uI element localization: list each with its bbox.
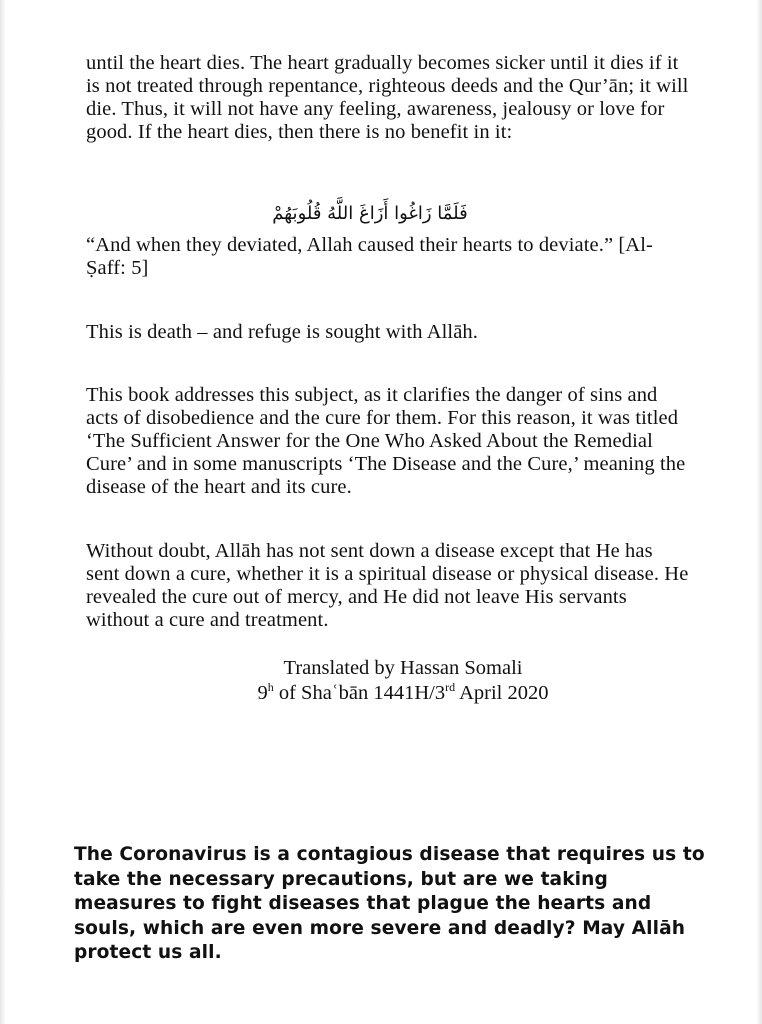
translator-credit <box>86 656 690 706</box>
arabic-verse: فَلَمَّا زَاغُوا أَزَاغَ اللَّهُ قُلُوبَهُمْ <box>272 203 468 224</box>
page-left-edge <box>0 0 6 1024</box>
paragraph-heart-dies: until the heart dies. The heart gradually becomes sicker until it dies if it is not treated through repentance, righteous deeds and the Qur’ān; it will die. Thus, it will not have any feeling, awareness, jealousy or love for good. If the heart dies, then there is no benefit in it: <box>86 52 689 143</box>
translation-date <box>116 681 690 706</box>
paragraph-death: This is death – and refuge is sought with Allāh. <box>86 321 478 343</box>
verse-translation: “And when they deviated, Allah caused their hearts to deviate.” [Al-Ṣaff: 5] <box>86 234 653 279</box>
translator-line: Translated by Hassan Somali <box>283 657 523 679</box>
date-day-suffix: h <box>267 680 274 695</box>
date-day: 9 <box>257 682 268 704</box>
closing-remark: The Coronavirus is a contagious disease that requires us to take the necessary precautions, but are we taking measures to fight diseases that plague the hearts and souls, which are even more severe and deadly? May Allāh protect us all. <box>74 844 705 963</box>
body-text <box>86 52 690 706</box>
page-right-edge <box>756 0 762 1024</box>
date-hijri: of Shaʿbān 1441H/3 <box>273 682 446 704</box>
date-gregorian: April 2020 <box>455 682 549 704</box>
date-greg-suffix: rd <box>445 680 456 695</box>
paragraph-cure: Without doubt, Allāh has not sent down a disease except that He has sent down a cure, whether it is a spiritual disease or physical disease. He revealed the cure out of mercy, and He did not leave His servants without a cure and treatment. <box>86 540 689 631</box>
paragraph-book-subject: This book addresses this subject, as it clarifies the danger of sins and acts of disobedience and the cure for them. For this reason, it was titled ‘The Sufficient Answer for the One Who Asked About the Remedial Cure’ and in some manuscripts ‘The Disease and the Cure,’ meaning the disease of the heart and its cure. <box>86 384 686 498</box>
